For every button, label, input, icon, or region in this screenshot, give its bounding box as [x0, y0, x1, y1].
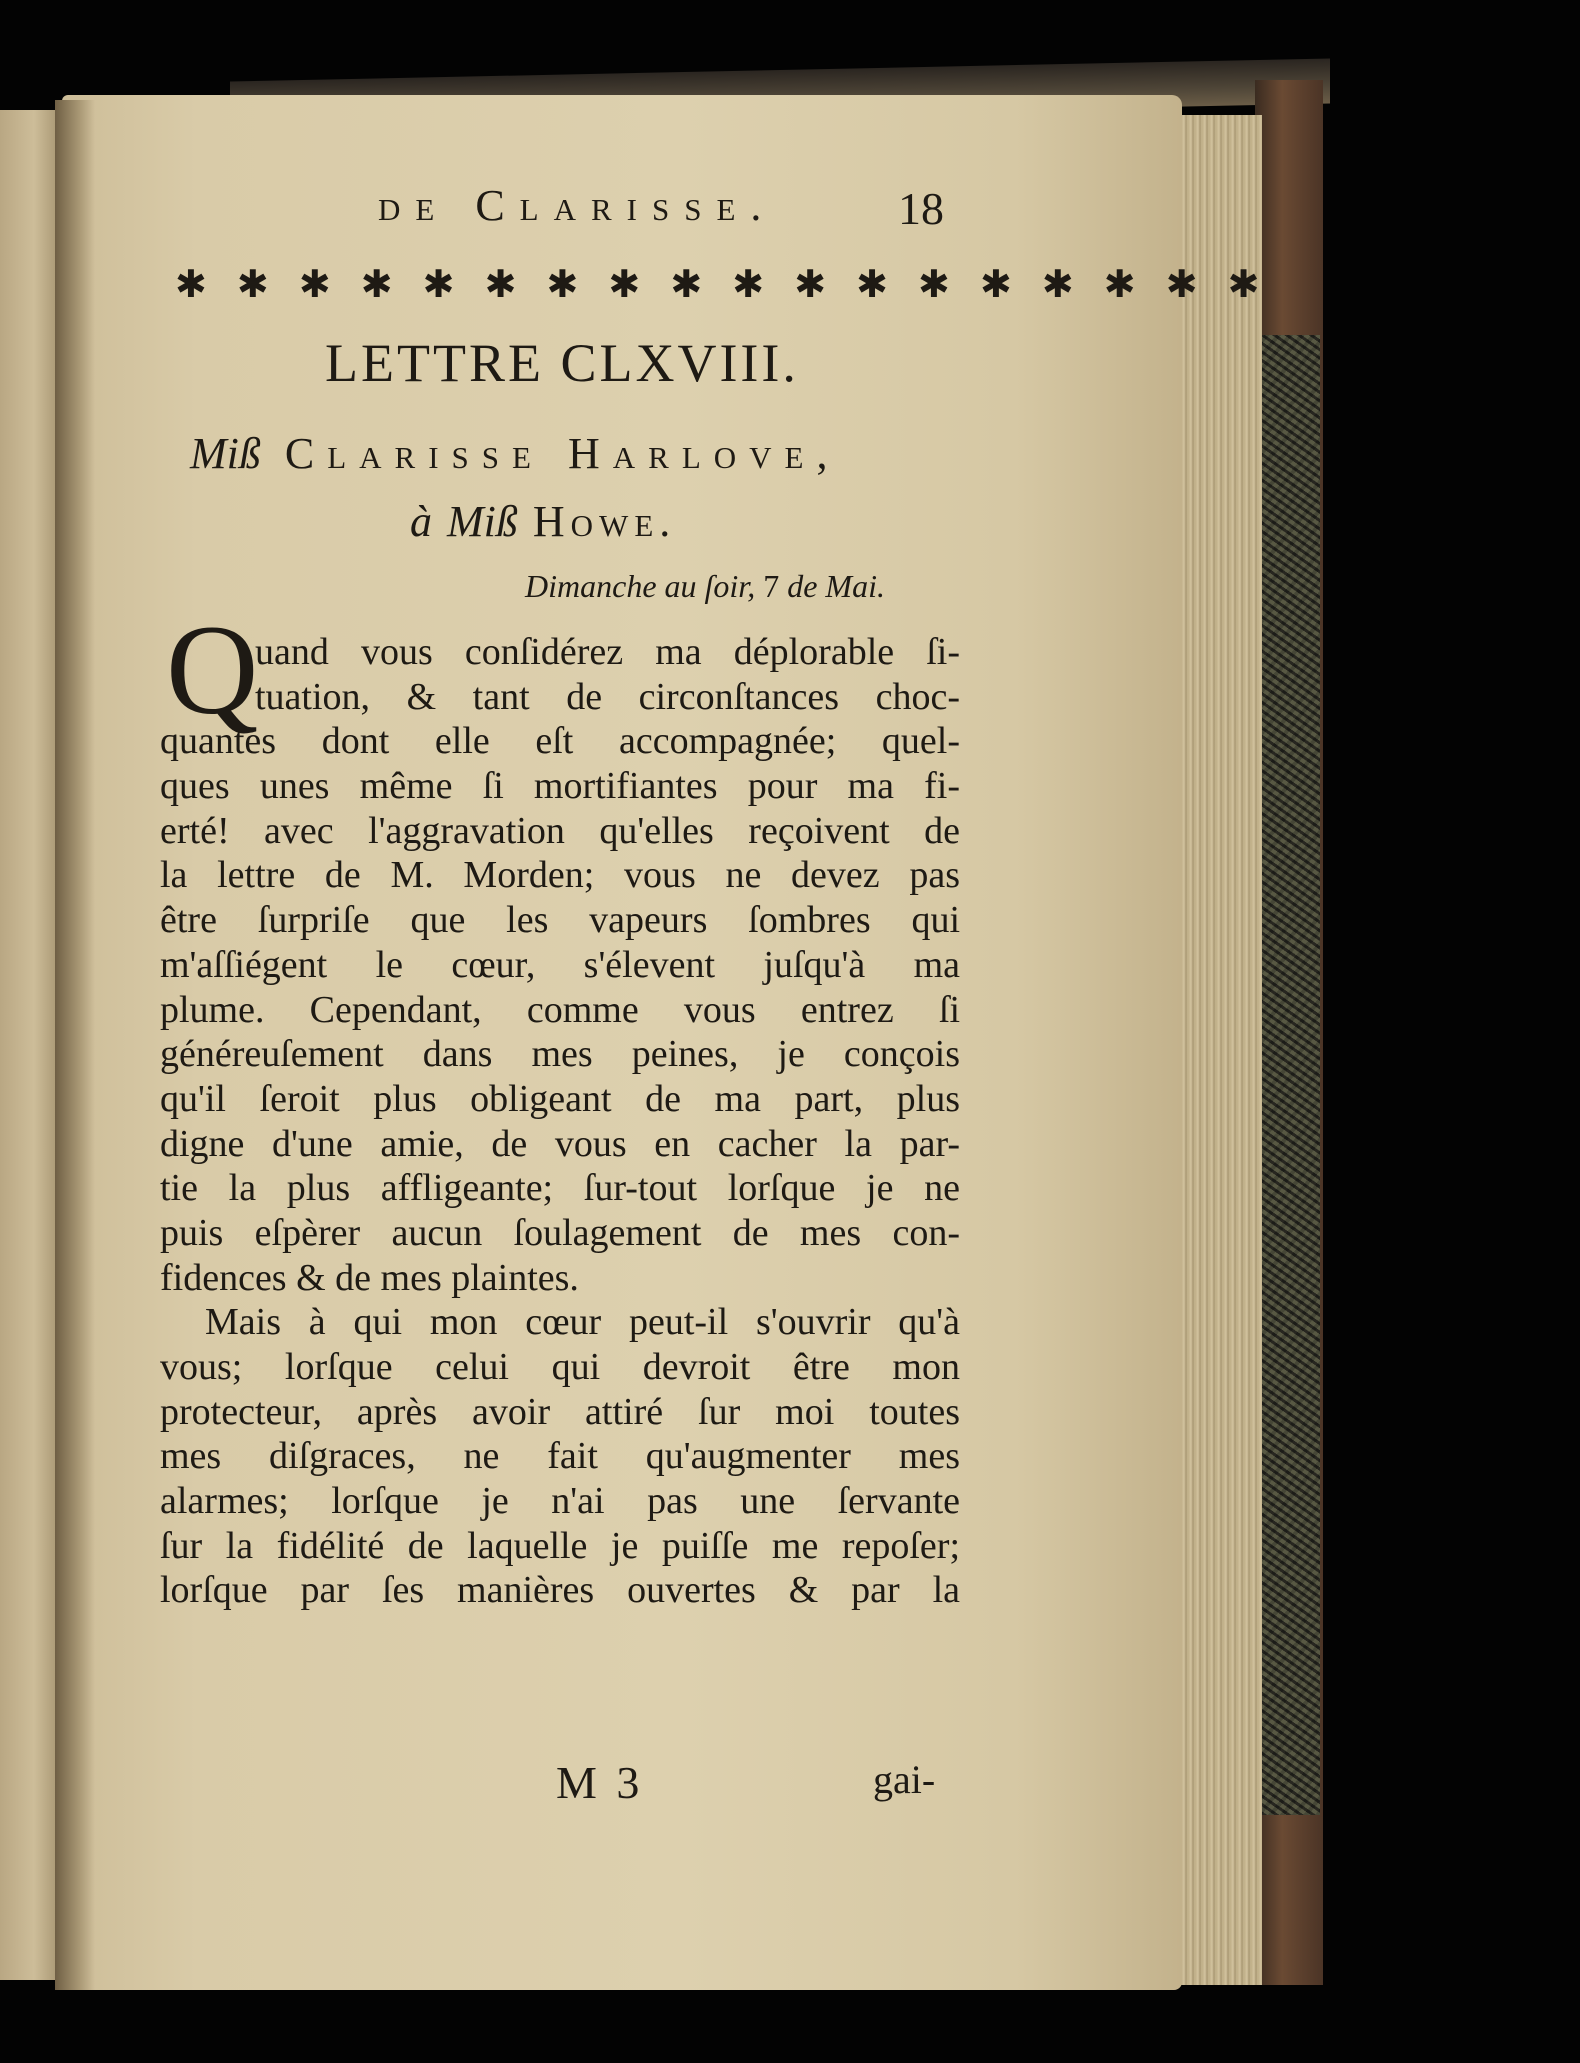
body-line: mes diſgraces, ne fait qu'augmenter mes [160, 1435, 960, 1478]
date-weekday: Dimanche au ſoir, [525, 568, 756, 604]
body-line: vous; lorſque celui qui devroit être mon [160, 1346, 960, 1388]
body-line: lorſque par ſes manières ouvertes & par la [160, 1569, 960, 1612]
recipient-prefix: à [410, 497, 432, 546]
body-line: être ſurpriſe que les vapeurs ſombres qui [160, 899, 960, 942]
body-line: alarmes; lorſque je n'ai pas une ſervante [160, 1480, 960, 1523]
letter-title: LETTRE CLXVIII. [325, 333, 799, 393]
page-number: 18 [898, 183, 944, 234]
date-day: 7 [763, 568, 780, 604]
letter-dateline [525, 568, 885, 605]
body-line: digne d'une amie, de vous en cacher la par- [160, 1122, 960, 1165]
drop-cap: Q [166, 599, 259, 741]
recipient-title: Miß [447, 497, 518, 546]
body-line: tie la plus affligeante; ſur-tout lorſque je ne [160, 1167, 960, 1210]
ornament-rule: ✱ ✱ ✱ ✱ ✱ ✱ ✱ ✱ ✱ ✱ ✱ ✱ ✱ ✱ ✱ ✱ ✱ ✱ [175, 262, 1269, 306]
body-line: la lettre de M. Morden; vous ne devez pas [160, 854, 960, 897]
running-title: de Clarisse. [378, 181, 777, 230]
signature-mark: M 3 [556, 1757, 644, 1808]
body-line: erté! avec l'aggravation qu'elles reçoivent de [160, 809, 960, 852]
letter-body [160, 630, 960, 1613]
body-line: quantes dont elle eſt accompagnée; quel- [160, 720, 960, 763]
body-line: tuation, & tant de circonſtances choc- [255, 675, 960, 718]
catchword: gai- [873, 1757, 936, 1802]
body-line: m'aſſiégent le cœur, s'élevent juſqu'à ma [160, 943, 960, 986]
body-line: plume. Cependant, comme vous entrez ſi [160, 988, 960, 1031]
body-line: protecteur, après avoir attiré ſur moi toutes [160, 1390, 960, 1433]
sender-prefix: Miß [190, 429, 261, 478]
body-line: généreuſement dans mes peines, je conçois [160, 1033, 960, 1076]
recipient-name: Howe. [532, 497, 677, 546]
body-line: uand vous conſidérez ma déplorable ſi- [255, 631, 960, 673]
body-line: ſur la fidélité de laquelle je puiſſe me repoſer; [160, 1524, 960, 1567]
body-line: Mais à qui mon cœur peut-il s'ouvrir qu'à [205, 1301, 960, 1344]
body-line: fidences & de mes plaintes. [160, 1256, 579, 1299]
letter-sender [190, 428, 970, 479]
body-line: ques unes même ſi mortifiantes pour ma fi- [160, 765, 960, 808]
letter-recipient [410, 496, 676, 547]
body-line: qu'il ſeroit plus obligeant de ma part, plus [160, 1077, 960, 1120]
sender-name: Clarisse Harlove, [284, 429, 841, 478]
body-line: puis eſpèrer aucun ſoulagement de mes con- [160, 1211, 960, 1254]
date-month: de Mai. [787, 568, 885, 604]
